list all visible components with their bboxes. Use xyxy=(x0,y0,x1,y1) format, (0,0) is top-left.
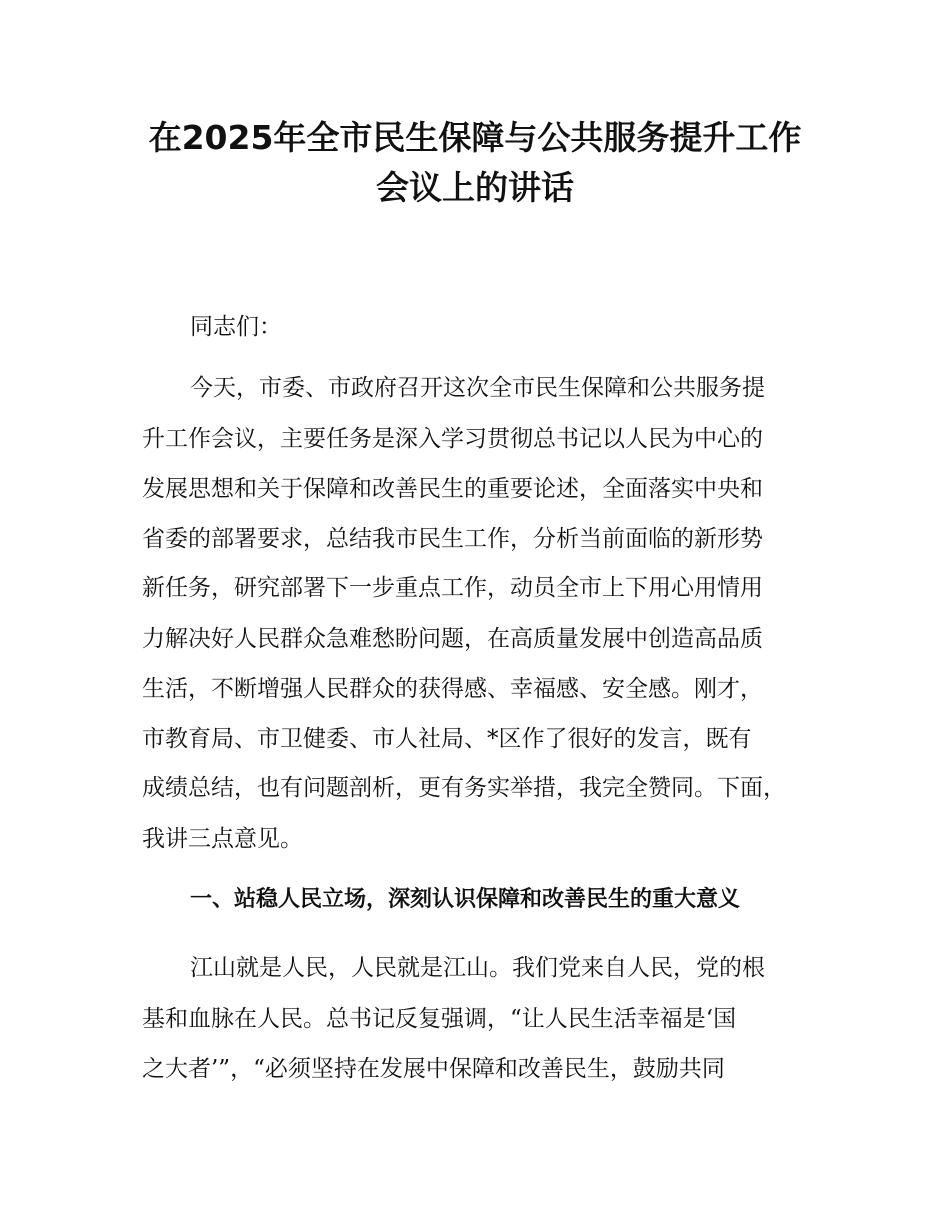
salutation: 同志们： xyxy=(190,314,282,340)
paragraph-1-line-10: 我讲三点意见。 xyxy=(142,826,303,852)
paragraph-1-line-6: 力解决好人民群众急难愁盼问题，在高质量发展中创造高品质 xyxy=(142,626,763,652)
section-1-heading: 一、站稳人民立场，深刻认识保障和改善民生的重大意义 xyxy=(190,887,741,912)
paragraph-1-line-3: 发展思想和关于保障和改善民生的重要论述，全面落实中央和 xyxy=(142,476,763,502)
paragraph-1-line-1: 今天，市委、市政府召开这次全市民生保障和公共服务提 xyxy=(190,375,765,401)
document-title-line-1: 在2025年全市民生保障与公共服务提升工作 xyxy=(148,118,802,157)
paragraph-2-line-3: 之大者’”，“必须坚持在发展中保障和改善民生，鼓励共同 xyxy=(142,1056,725,1082)
paragraph-2-line-2: 基和血脉在人民。总书记反复强调，“让人民生活幸福是‘国 xyxy=(142,1006,737,1032)
paragraph-1-line-5: 新任务，研究部署下一步重点工作，动员全市上下用心用情用 xyxy=(142,575,763,601)
paragraph-1-line-4: 省委的部署要求，总结我市民生工作，分析当前面临的新形势 xyxy=(142,526,763,552)
paragraph-2-line-1: 江山就是人民，人民就是江山。我们党来自人民，党的根 xyxy=(190,955,765,981)
paragraph-1-line-9: 成绩总结，也有问题剖析，更有务实举措，我完全赞同。下面， xyxy=(142,775,786,801)
document-title-line-2: 会议上的讲话 xyxy=(376,168,574,207)
paragraph-1-line-8: 市教育局、市卫健委、市人社局、*区作了很好的发言，既有 xyxy=(142,726,752,752)
paragraph-1-line-7: 生活，不断增强人民群众的获得感、幸福感、安全感。刚才， xyxy=(142,676,763,702)
paragraph-1-line-2: 升工作会议，主要任务是深入学习贯彻总书记以人民为中心的 xyxy=(142,426,763,452)
